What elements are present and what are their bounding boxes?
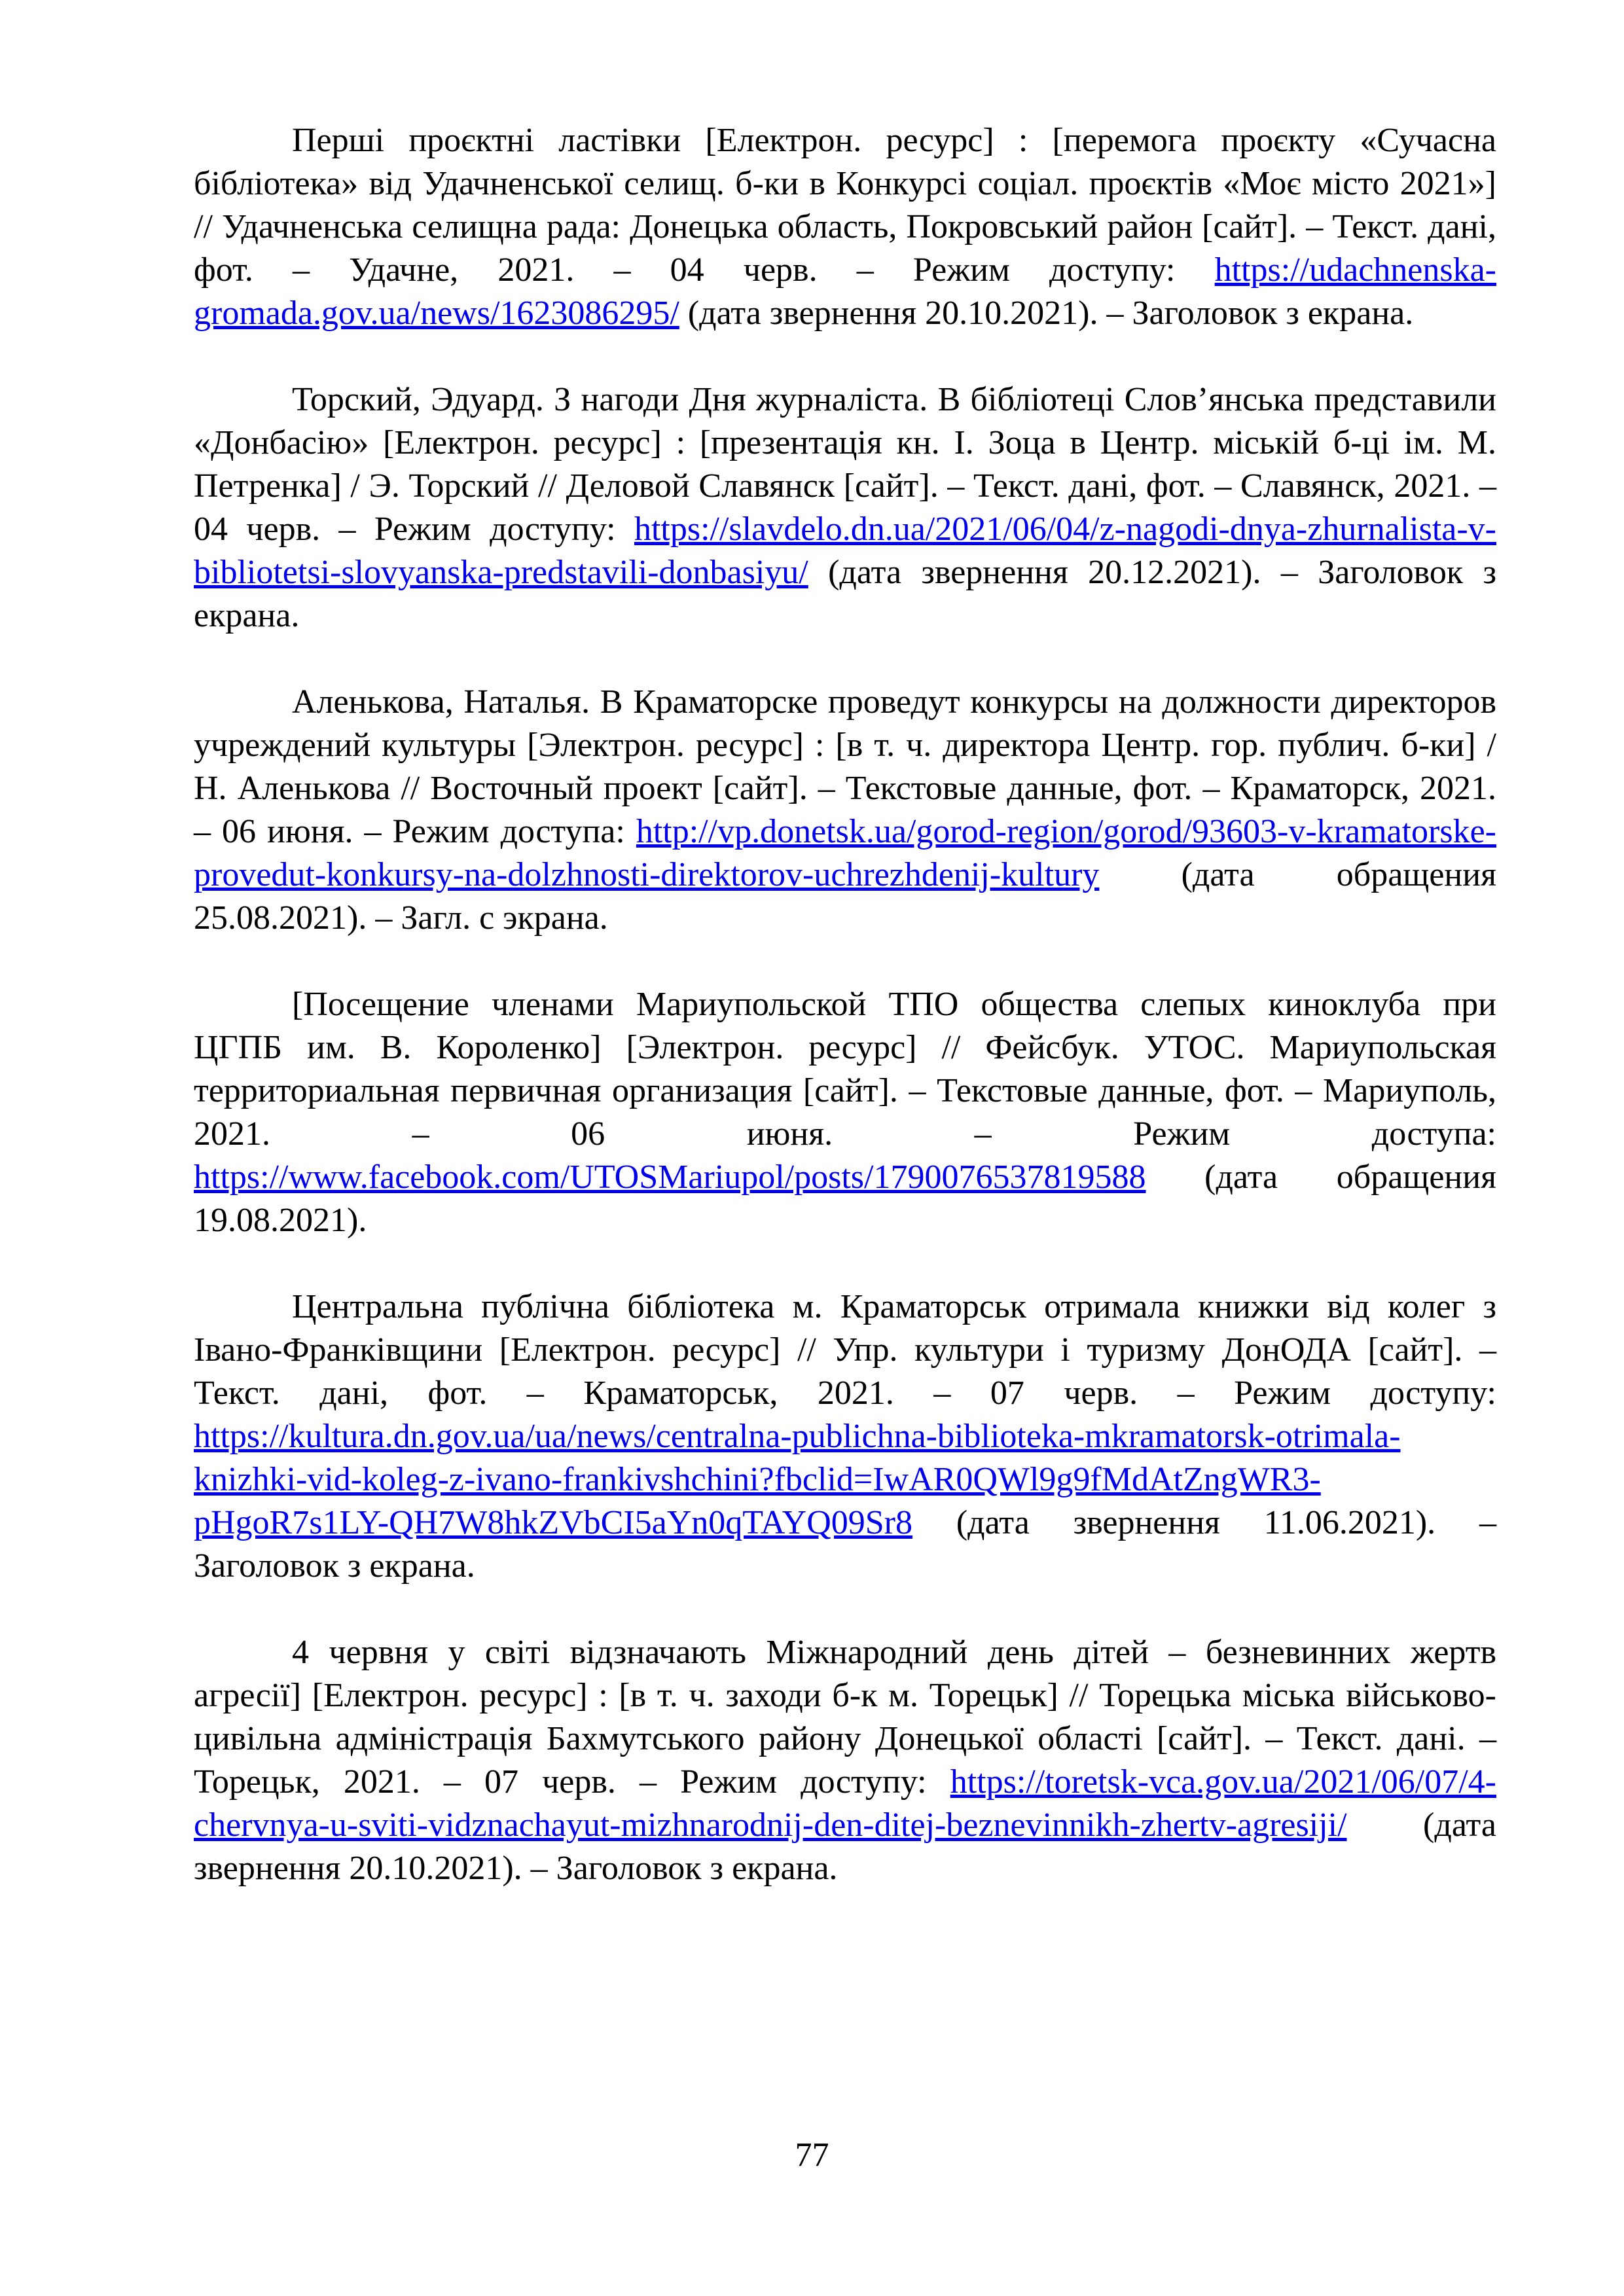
bibliography-entry [194, 1285, 1496, 1588]
entry-text: 4 червня у світі відзначають Міжнародний день дітей – безневинних жертв агресії] [Електрон. ресурс] : [в т. ч. заходи б-к м. Торецьк] // Торецька міська військово-цивільна адміністрація Бахмутського району Донецької області [сайт]. – Текст. дані. – Торецьк, 2021. – 07 черв. – Режим доступу: [194, 1634, 1496, 1801]
entry-text-after: (дата звернення 20.12.2021). – Заголовок з екрана. [194, 554, 1496, 634]
entry-link[interactable]: https://slavdelo.dn.ua/2021/06/04/z-nagodi-dnya-zhurnalista-v-bibliotetsi-slovyanska-predstavili-donbasiyu/ [194, 511, 1496, 591]
entry-link[interactable]: https://www.facebook.com/UTOSMariupol/posts/1790076537819588 [194, 1158, 1146, 1196]
entry-link[interactable]: https://kultura.dn.gov.ua/ua/news/centralna-publichna-biblioteka-mkramatorsk-otrimala-knizhki-vid-koleg-z-ivano-frankivshchini?fbclid=IwAR0QWl9g9fMdAtZngWR3-pHgoR7s1LY-QH7W8hkZVbCI5aYn0qTAYQ09Sr8 [194, 1418, 1401, 1541]
bibliography-entry [194, 681, 1496, 940]
bibliography-entry [194, 119, 1496, 335]
entry-link[interactable]: https://udachnenska-gromada.gov.ua/news/1623086295/ [194, 251, 1496, 332]
entry-text-after: (дата обращения 25.08.2021). – Загл. с экрана. [194, 856, 1496, 937]
entry-link[interactable]: https://toretsk-vca.gov.ua/2021/06/07/4-chervnya-u-sviti-vidznachayut-mizhnarodnij-den-ditej-beznevinnikh-zhertv-agresiji/ [194, 1763, 1496, 1844]
bibliography-entry [194, 983, 1496, 1242]
page-number: 77 [795, 2136, 829, 2174]
entry-text: [Посещение членами Мариупольской ТПО общества слепых киноклуба при ЦГПБ им. В. Короленко] [Электрон. ресурс] // Фейсбук. УТОС. Мариупольская территориальная первичная организация [сайт]. – Текстовые данные, фот. – Мариуполь, 2021. – 06 июня. – Режим доступа: [194, 986, 1496, 1153]
entry-text: Перші проєктні ластівки [Електрон. ресурс] : [перемога проєкту «Сучасна бібліотека» від Удачненської селищ. б-ки в Конкурсі соціал. проєктів «Моє місто 2021»] // Удачненська селищна рада: Донецька область, Покровський район [сайт]. – Текст. дані, фот. – Удачне, 2021. – 04 черв. – Режим доступу: [194, 122, 1496, 289]
entry-text-after: (дата обращения 19.08.2021). [194, 1158, 1496, 1239]
bibliography-entry [194, 378, 1496, 637]
entry-text-after: (дата звернення 11.06.2021). – Заголовок з екрана. [194, 1504, 1496, 1585]
entry-text-after: (дата звернення 20.10.2021). – Заголовок з екрана. [679, 295, 1414, 332]
entry-text: Центральна публічна бібліотека м. Краматорськ отримала книжки від колег з Івано-Франківщини [Електрон. ресурс] // Упр. культури і туризму ДонОДА [сайт]. – Текст. дані, фот. – Краматорськ, 2021. – 07 черв. – Режим доступу: [194, 1288, 1496, 1412]
entry-text: Аленькова, Наталья. В Краматорске проведут конкурсы на должности директоров учреждений культуры [Электрон. ресурс] : [в т. ч. директора Центр. гор. публич. б-ки] / Н. Аленькова // Восточный проект [сайт]. – Текстовые данные, фот. – Краматорск, 2021. – 06 июня. – Режим доступа: [194, 683, 1496, 850]
bibliography-entry [194, 1631, 1496, 1890]
bibliography-list [194, 119, 1496, 1933]
entry-text: Торский, Эдуард. З нагоди Дня журналіста. В бібліотеці Слов’янська представили «Донбасію» [Електрон. ресурс] : [презентація кн. І. Зоца в Центр. міській б-ці ім. М. Петренка] / Э. Торский // Деловой Славянск [сайт]. – Текст. дані, фот. – Славянск, 2021. – 04 черв. – Режим доступу: [194, 381, 1496, 548]
entry-link[interactable]: http://vp.donetsk.ua/gorod-region/gorod/93603-v-kramatorske-provedut-konkursy-na-dolzhnosti-direktorov-uchrezhdenij-kultury [194, 813, 1496, 893]
entry-text-after: (дата звернення 20.10.2021). – Заголовок з екрана. [194, 1806, 1496, 1887]
